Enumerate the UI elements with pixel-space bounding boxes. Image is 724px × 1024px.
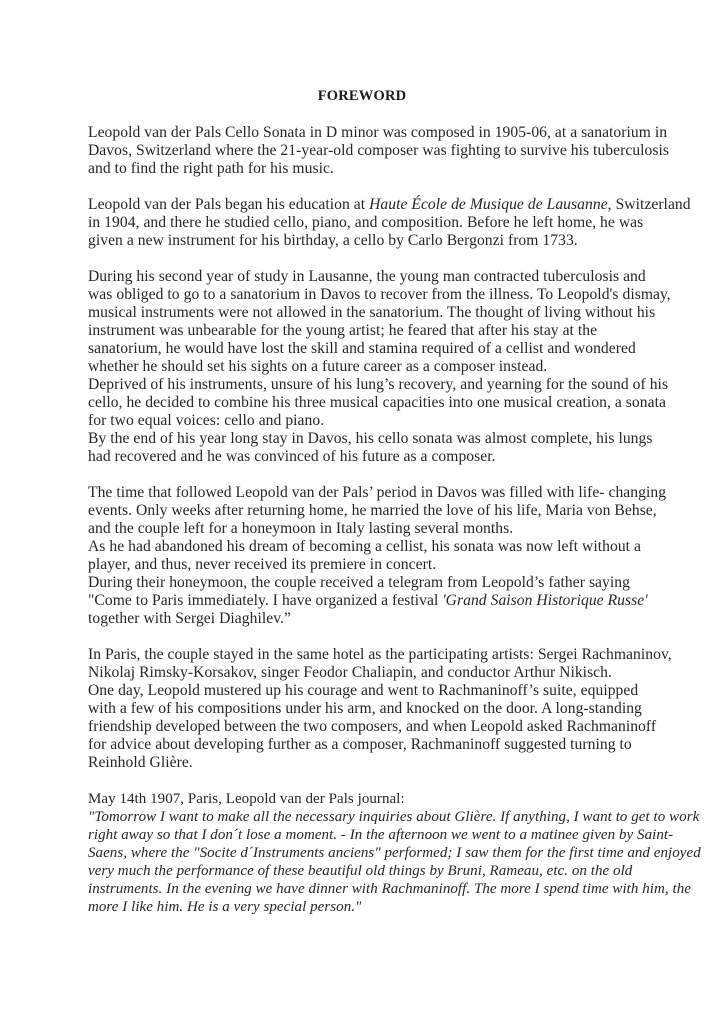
paragraph [88,646,688,772]
text-line: and to find the right path for his music. [88,160,334,177]
italic-text: Saens, where the "Socite d´Instruments anciens" performed; I saw them for the first time and enjoyed [88,845,701,861]
text-line [88,196,691,214]
text-line: and the couple left for a honeymoon in Italy lasting several months. [88,520,514,537]
text-line [88,592,688,610]
text-line: given a new instrument for his birthday, a cello by Carlo Bergonzi from 1733. [88,232,578,249]
text-line: During their honeymoon, the couple received a telegram from Leopold’s father saying [88,574,630,591]
text-line: was obliged to go to a sanatorium in Davos to recover from the illness. To Leopold's dismay, [88,286,671,303]
text-line: musical instruments were not allowed in the sanatorium. The thought of living without his [88,304,656,321]
text-line: together with Sergei Diaghilev.” [88,610,291,627]
italic-text: Haute École de Musique de Lausanne, [369,196,612,213]
text-line [88,880,691,898]
text-line: events. Only weeks after returning home, he married the love of his life, Maria von Behse, [88,502,657,519]
text-line: player, and thus, never received its premiere in concert. [88,556,437,573]
italic-text: 'Grand Saison Historique Russe' [442,592,648,609]
text-line [88,826,688,844]
text-line: In Paris, the couple stayed in the same hotel as the participating artists: Sergei Rachmaninov, [88,646,672,663]
text-line: whether he should set his sights on a future career as a composer instead. [88,358,548,375]
text-line [88,862,688,880]
italic-text: more I like him. He is a very special person." [88,899,362,915]
text-line: in 1904, and there he studied cello, piano, and composition. Before he left home, he was [88,214,644,231]
text-line: As he had abandoned his dream of becoming a cellist, his sonata was now left without a [88,538,641,555]
text-line: By the end of his year long stay in Davos, his cello sonata was almost complete, his lungs [88,430,653,447]
text-line: Deprived of his instruments, unsure of his lung’s recovery, and yearning for the sound of his [88,376,669,393]
text-line: The time that followed Leopold van der Pals’ period in Davos was filled with life- changing [88,484,667,501]
text-line: instrument was unbearable for the young artist; he feared that after his stay at the [88,322,598,339]
text-line: for two equal voices: cello and piano. [88,412,325,429]
paragraph [88,268,688,466]
text-line: sanatorium, he would have lost the skill and stamina required of a cellist and wondered [88,340,636,357]
text-line [88,808,700,826]
text-line: During his second year of study in Lausanne, the young man contracted tuberculosis and [88,268,646,285]
paragraph [88,484,688,628]
text-line: Davos, Switzerland where the 21-year-old composer was fighting to survive his tuberculosis [88,142,670,159]
text-line: Reinhold Glière. [88,754,193,771]
journal-excerpt [88,790,701,916]
text-line: friendship developed between the two composers, and when Leopold asked Rachmaninoff [88,718,657,735]
document-body [88,124,701,934]
text-segment: "Come to Paris immediately. I have organized a festival [88,592,443,609]
text-line: cello, he decided to combine his three musical capacities into one musical creation, a sonata [88,394,666,411]
text-line: Leopold van der Pals Cello Sonata in D minor was composed in 1905-06, at a sanatorium in [88,124,668,141]
text-segment: Switzerland [611,196,691,213]
text-line: for advice about developing further as a composer, Rachmaninoff suggested turning to [88,736,632,753]
italic-text: very much the performance of these beautiful old things by Bruni, Rameau, etc. on the old [88,863,633,879]
text-line [88,844,701,862]
text-line [88,898,688,916]
text-line: Nikolaj Rimsky-Korsakov, singer Feodor Chaliapin, and conductor Arthur Nikisch. [88,664,612,681]
page-title: FOREWORD [317,88,407,104]
italic-text: right away so that I don´t lose a moment. - In the afternoon we went to a matinee given by Saint- [88,827,674,843]
text-line: had recovered and he was convinced of his future as a composer. [88,448,496,465]
text-line: May 14th 1907, Paris, Leopold van der Pals journal: [88,791,405,807]
paragraph [88,196,691,250]
text-line: One day, Leopold mustered up his courage and went to Rachmaninoff’s suite, equipped [88,682,639,699]
italic-text: "Tomorrow I want to make all the necessary inquiries about Glière. If anything, I want to get to work [88,809,700,825]
text-line: with a few of his compositions under his arm, and knocked on the door. A long-standing [88,700,642,717]
italic-text: instruments. In the evening we have dinner with Rachmaninoff. The more I spend time with him, the [88,881,691,897]
paragraph [88,124,688,178]
text-segment: Leopold van der Pals began his education at [88,196,370,213]
